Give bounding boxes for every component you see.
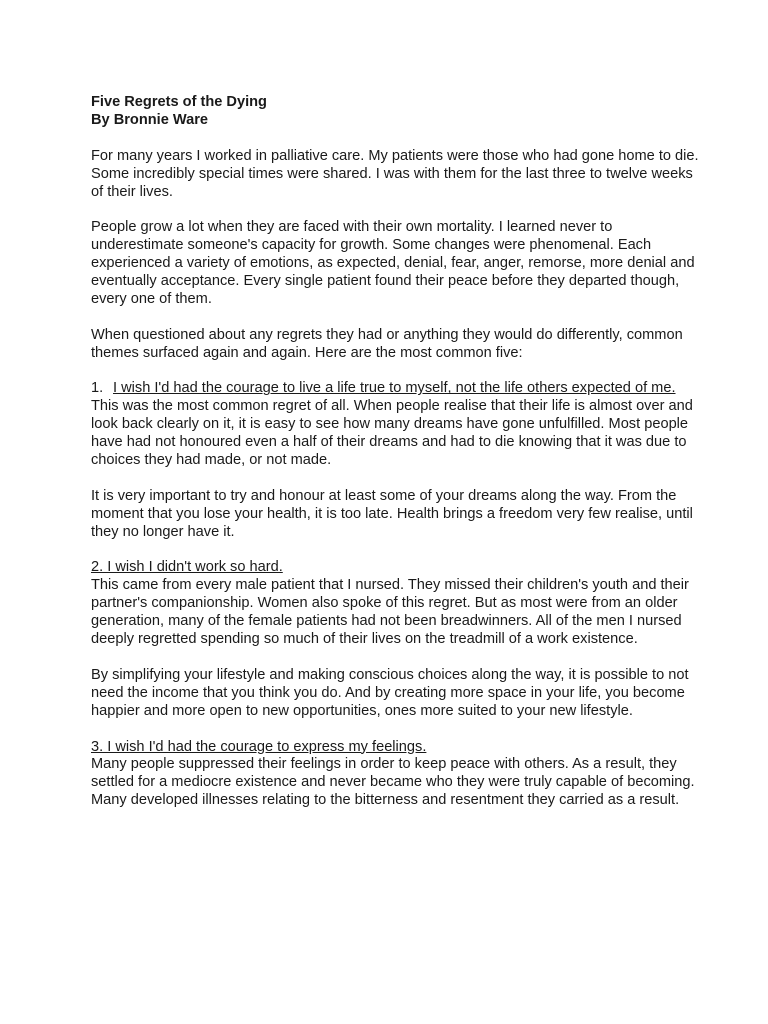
- intro-paragraph: People grow a lot when they are faced with their own mortality. I learned never to underestimate someone's capacity for growth. Some changes were phenomenal. Each experienced a variety of emotions, as expected, denial, fear, anger, remorse, more denial and eventually acceptance. Every single patient found their peace before they departed though, every one of them.: [91, 219, 695, 307]
- regret-1-paragraph: It is very important to try and honour at least some of your dreams along the way. From the moment that you lose your health, it is too late. Health brings a freedom very few realise, until they no longer have it.: [91, 487, 693, 540]
- regret-1-paragraph: This was the most common regret of all. When people realise that their life is almost over and look back clearly on it, it is easy to see how many dreams have gone unfulfilled. Most people have had not honoured even a half of their dreams and had to die knowing that it was due to choices they had made, or not made.: [91, 398, 693, 469]
- regret-2-paragraph: By simplifying your lifestyle and making conscious choices along the way, it is possible to not need the income that you think you do. And by creating more space in your life, you become happier and more open to new opportunities, ones more suited to your new lifestyle.: [91, 666, 689, 719]
- document-body: [91, 94, 706, 828]
- intro-paragraph: When questioned about any regrets they had or anything they would do differently, common themes surfaced again and again. Here are the most common five:: [91, 326, 683, 361]
- document-author: By Bronnie Ware: [91, 111, 209, 128]
- regret-3-paragraph: Many people suppressed their feelings in order to keep peace with others. As a result, they settled for a mediocre existence and never became who they were truly capable of becoming. Many developed illnesses relating to the bitterness and resentment they carried as a result.: [91, 756, 695, 809]
- regret-1-heading-text: I wish I'd had the courage to live a life true to myself, not the life others expected of me.: [113, 380, 676, 397]
- document-title: Five Regrets of the Dying: [91, 94, 267, 110]
- regret-2-paragraph: This came from every male patient that I nursed. They missed their children's youth and their partner's companionship. Women also spoke of this regret. But as most were from an older generation, many of the female patients had not been breadwinners. All of the men I nursed deeply regretted spending so much of their lives on the treadmill of a work existence.: [91, 577, 689, 648]
- regret-3-heading: 3. I wish I'd had the courage to express my feelings.: [91, 738, 427, 755]
- regret-2-heading: 2. I wish I didn't work so hard.: [91, 559, 283, 576]
- regret-1-heading: [91, 380, 706, 398]
- regret-1-number: 1.: [91, 380, 104, 397]
- intro-paragraph: For many years I worked in palliative care. My patients were those who had gone home to die. Some incredibly special times were shared. I was with them for the last three to twelve weeks of their lives.: [91, 147, 699, 200]
